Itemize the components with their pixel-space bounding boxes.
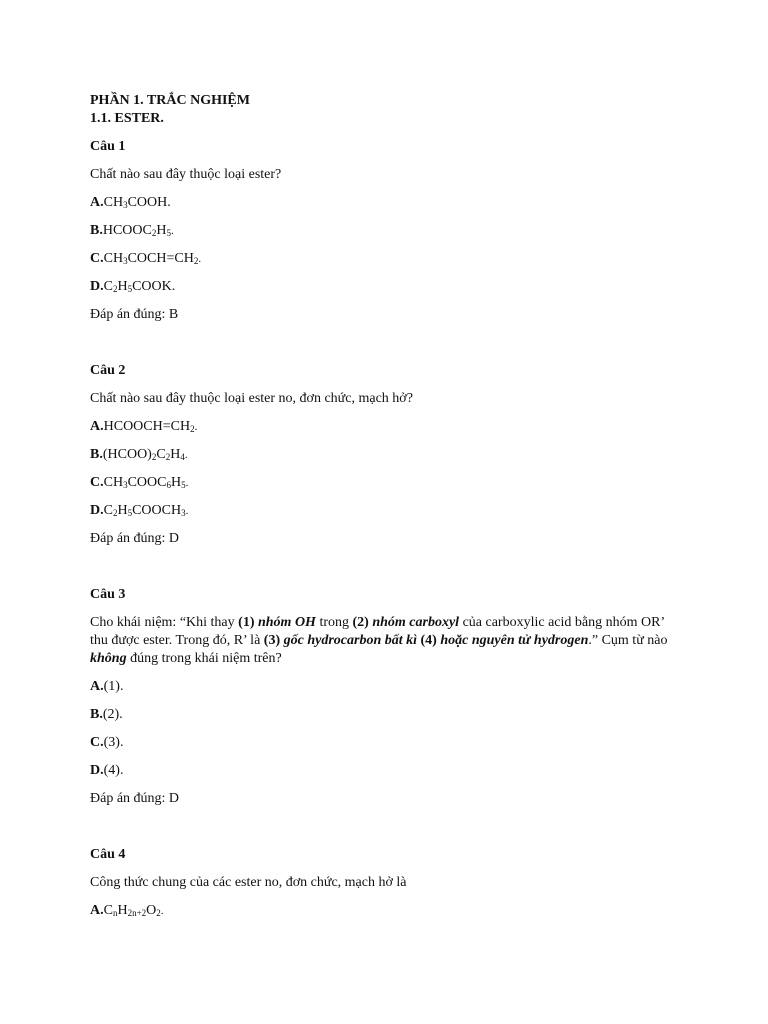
option-label: A. (90, 903, 104, 918)
option-b: $B.(HCOO)_2C_2H_4$. (90, 447, 188, 462)
section-title: PHẦN 1. TRẮC NGHIỆM (90, 93, 250, 108)
option-d: $D.C_2H_5COOCH_3$. (90, 503, 189, 518)
question-title: Câu 2 (90, 363, 126, 378)
option-label: B. (90, 447, 103, 462)
option-label: A. (90, 419, 104, 434)
option-b: B.(2). (90, 707, 123, 722)
option-label: C. (90, 735, 104, 750)
question-1 (90, 138, 690, 324)
option-c: $C.CH_3COCH=CH_2$. (90, 251, 202, 266)
question-stem: Cho khái niệm: “Khi thay (1) nhóm OH trong (2) nhóm carboxyl của carboxylic acid bằng nhóm OR’ thu được ester. Trong đó, R’ là (3) gốc hydrocarbon bất kì (4) hoặc nguyên tử hydrogen.” Cụm từ nào không đúng trong khái niệm trên? (90, 615, 668, 666)
option-label: A. (90, 679, 104, 694)
option-c: C.(3). (90, 735, 124, 750)
option-label: C. (90, 251, 104, 266)
option-a: $A.CH_3COOH$. (90, 195, 171, 210)
option-label: A. (90, 195, 104, 210)
question-4 (90, 846, 690, 920)
question-stem: Chất nào sau đây thuộc loại ester? (90, 167, 282, 182)
option-label: D. (90, 279, 104, 294)
document-page (90, 92, 690, 920)
question-title: Câu 3 (90, 587, 126, 602)
question-3 (90, 586, 690, 808)
answer-text: Đáp án đúng: D (90, 791, 180, 806)
question-stem: Công thức chung của các ester no, đơn chức, mạch hở là (90, 875, 407, 890)
option-d: D.(4). (90, 763, 124, 778)
option-b: $B.HCOOC_2H_5$. (90, 223, 174, 238)
option-label: B. (90, 707, 103, 722)
option-c: $C.CH_3COOC_6H_5$. (90, 475, 189, 490)
question-2 (90, 362, 690, 548)
question-title: Câu 4 (90, 847, 126, 862)
question-title: Câu 1 (90, 139, 126, 154)
option-label: B. (90, 223, 103, 238)
option-d: $D.C_2H_5COOK$. (90, 279, 176, 294)
option-a: $A.C_nH_{2n+2}O_2$. (90, 903, 164, 918)
answer-text: Đáp án đúng: B (90, 307, 179, 322)
option-label: D. (90, 503, 104, 518)
option-a: A.(1). (90, 679, 124, 694)
option-label: D. (90, 763, 104, 778)
option-a: $A.HCOOCH=CH_2$. (90, 419, 198, 434)
section-subtitle: 1.1. ESTER. (90, 111, 164, 126)
answer-text: Đáp án đúng: D (90, 531, 180, 546)
question-stem: Chất nào sau đây thuộc loại ester no, đơn chức, mạch hở? (90, 391, 413, 406)
option-label: C. (90, 475, 104, 490)
